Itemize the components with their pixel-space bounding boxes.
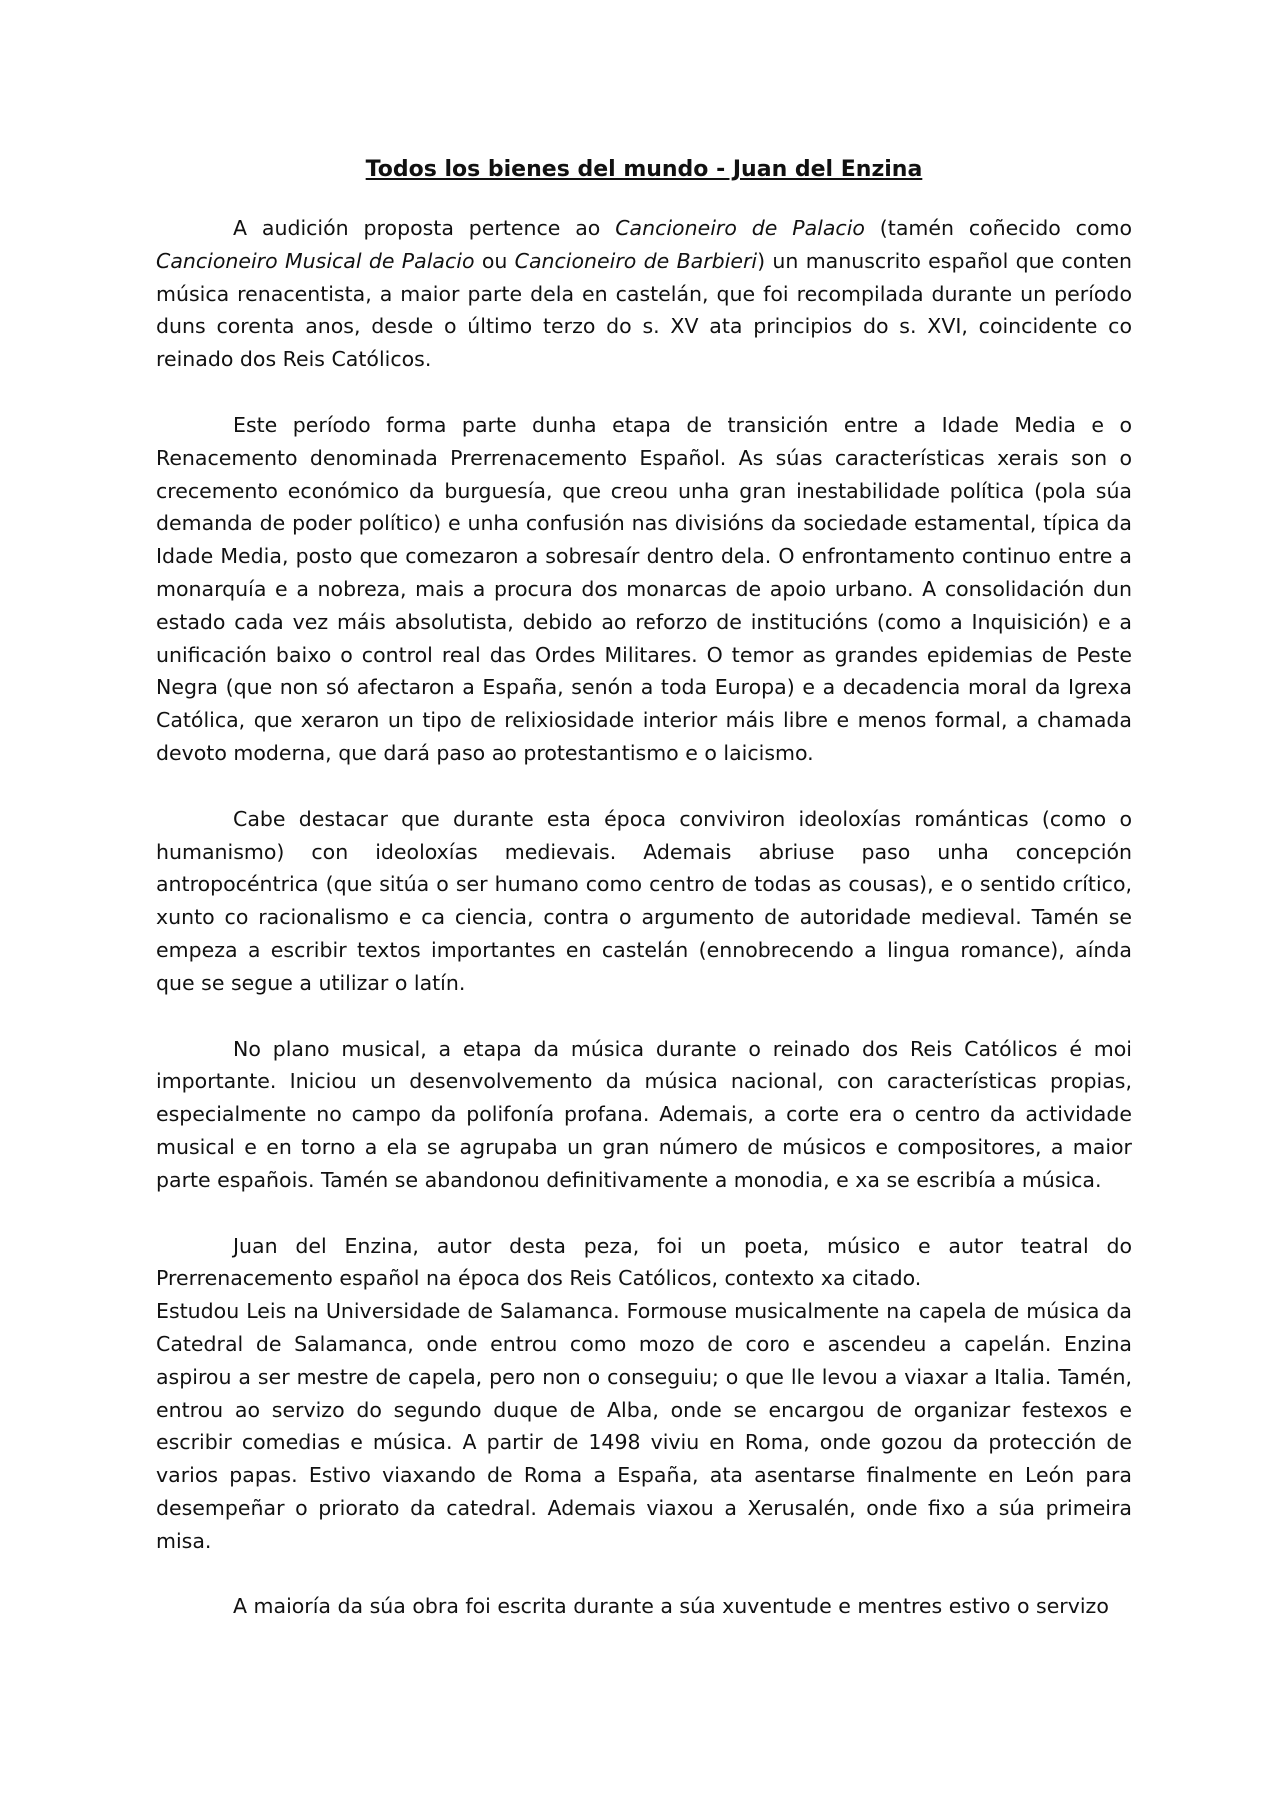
paragraph-prerrenacemento: Este período forma parte dunha etapa de transición entre a Idade Media e o Renacemento denominada Prerrenacemento Español. As súas características xerais son o crecemento económico da burguesía, que creou unha gran inestabilidade política (pola súa demanda de poder político) e unha confusión nas divisións da sociedade estamental, típica da Idade Media, posto que comezaron a sobresaír dentro dela. O enfrontamento continuo entre a monarquía e a nobreza, mais a procura dos monarcas de apoio urbano. A consolidación dun estado cada vez máis absolutista, debido ao reforzo de institucións (como a Inquisición) e a unificación baixo o control real das Ordes Militares. O temor as grandes epidemias de Peste Negra (que non só afectaron a España, senón a toda Europa) e a decadencia moral da Igrexa Católica, que xeraron un tipo de relixiosidade interior máis libre e menos formal, a chamada devoto moderna, que dará paso ao protestantismo e o laicismo.	[156, 412, 1132, 765]
paragraph-juan-del-enzina	[156, 1230, 1132, 1558]
paragraph-plano-musical: No plano musical, a etapa da música durante o reinado dos Reis Católicos é moi importante. Iniciou un desenvolvemento da música nacional, con características propias, especialmente no campo da polifonía profana. Ademais, a corte era o centro da actividade musical e en torno a ela se agrupaba un gran número de músicos e compositores, a maior parte españois. Tamén se abandonou definitivamente a monodia, e xa se escribía a música.	[156, 1036, 1132, 1192]
p1-italic-cancioneiro-palacio: Cancioneiro de Palacio	[615, 216, 865, 240]
paragraph-cancioneiro	[156, 212, 1132, 376]
document-page	[156, 150, 1132, 1656]
p1-text-a: A audición proposta pertence ao	[233, 216, 616, 240]
p1-text-c: (tamén coñecido como	[864, 216, 1132, 240]
p1-italic-cancioneiro-musical: Cancioneiro Musical de Palacio	[156, 248, 475, 273]
p1-text-g: ) un manuscrito español que conten música renacentista, a maior parte dela en castelán, que foi recompilada durante un período duns corenta anos, desde o último terzo do s. XV ata principios do s. XVI, coincidente co reinado dos Reis Católicos.	[156, 248, 1132, 372]
enzina-intro-line: Juan del Enzina, autor desta peza, foi un poeta, músico e autor teatral do Prerrenacemento español na época dos Reis Católicos, contexto xa citado.	[156, 1233, 1132, 1291]
paragraph-ideoloxias: Cabe destacar que durante esta época conviviron ideoloxías románticas (como o humanismo) con ideoloxías medievais. Ademais abriuse paso unha concepción antropocéntrica (que sitúa o ser humano como centro de todas as cousas), e o sentido crítico, xunto co racionalismo e ca ciencia, contra o argumento de autoridade medieval. Tamén se empeza a escribir textos importantes en castelán (ennobrecendo a lingua romance), aínda que se segue a utilizar o latín.	[156, 806, 1132, 995]
p1-italic-cancioneiro-barbieri: Cancioneiro de Barbieri	[514, 248, 758, 273]
enzina-biography: Estudou Leis na Universidade de Salamanca. Formouse musicalmente na capela de música da Catedral de Salamanca, onde entrou como mozo de coro e ascendeu a capelán. Enzina aspirou a ser mestre de capela, pero non o conseguiu; o que lle levou a viaxar a Italia. Tamén, entrou ao servizo do segundo duque de Alba, onde se encargou de organizar festexos e escribir comedias e música. A partir de 1498 viviu en Roma, onde gozou da protección de varios papas. Estivo viaxando de Roma a España, ata asentarse finalmente en León para desempeñar o priorato da catedral. Ademais viaxou a Xerusalén, onde fixo a súa primeira misa.	[156, 1299, 1132, 1553]
document-title: Todos los bienes del mundo - Juan del Enzina	[365, 157, 923, 182]
paragraph-obra: A maioría da súa obra foi escrita durante a súa xuventude e mentres estivo o servizo	[233, 1594, 1109, 1619]
p1-text-e: ou	[474, 248, 515, 273]
